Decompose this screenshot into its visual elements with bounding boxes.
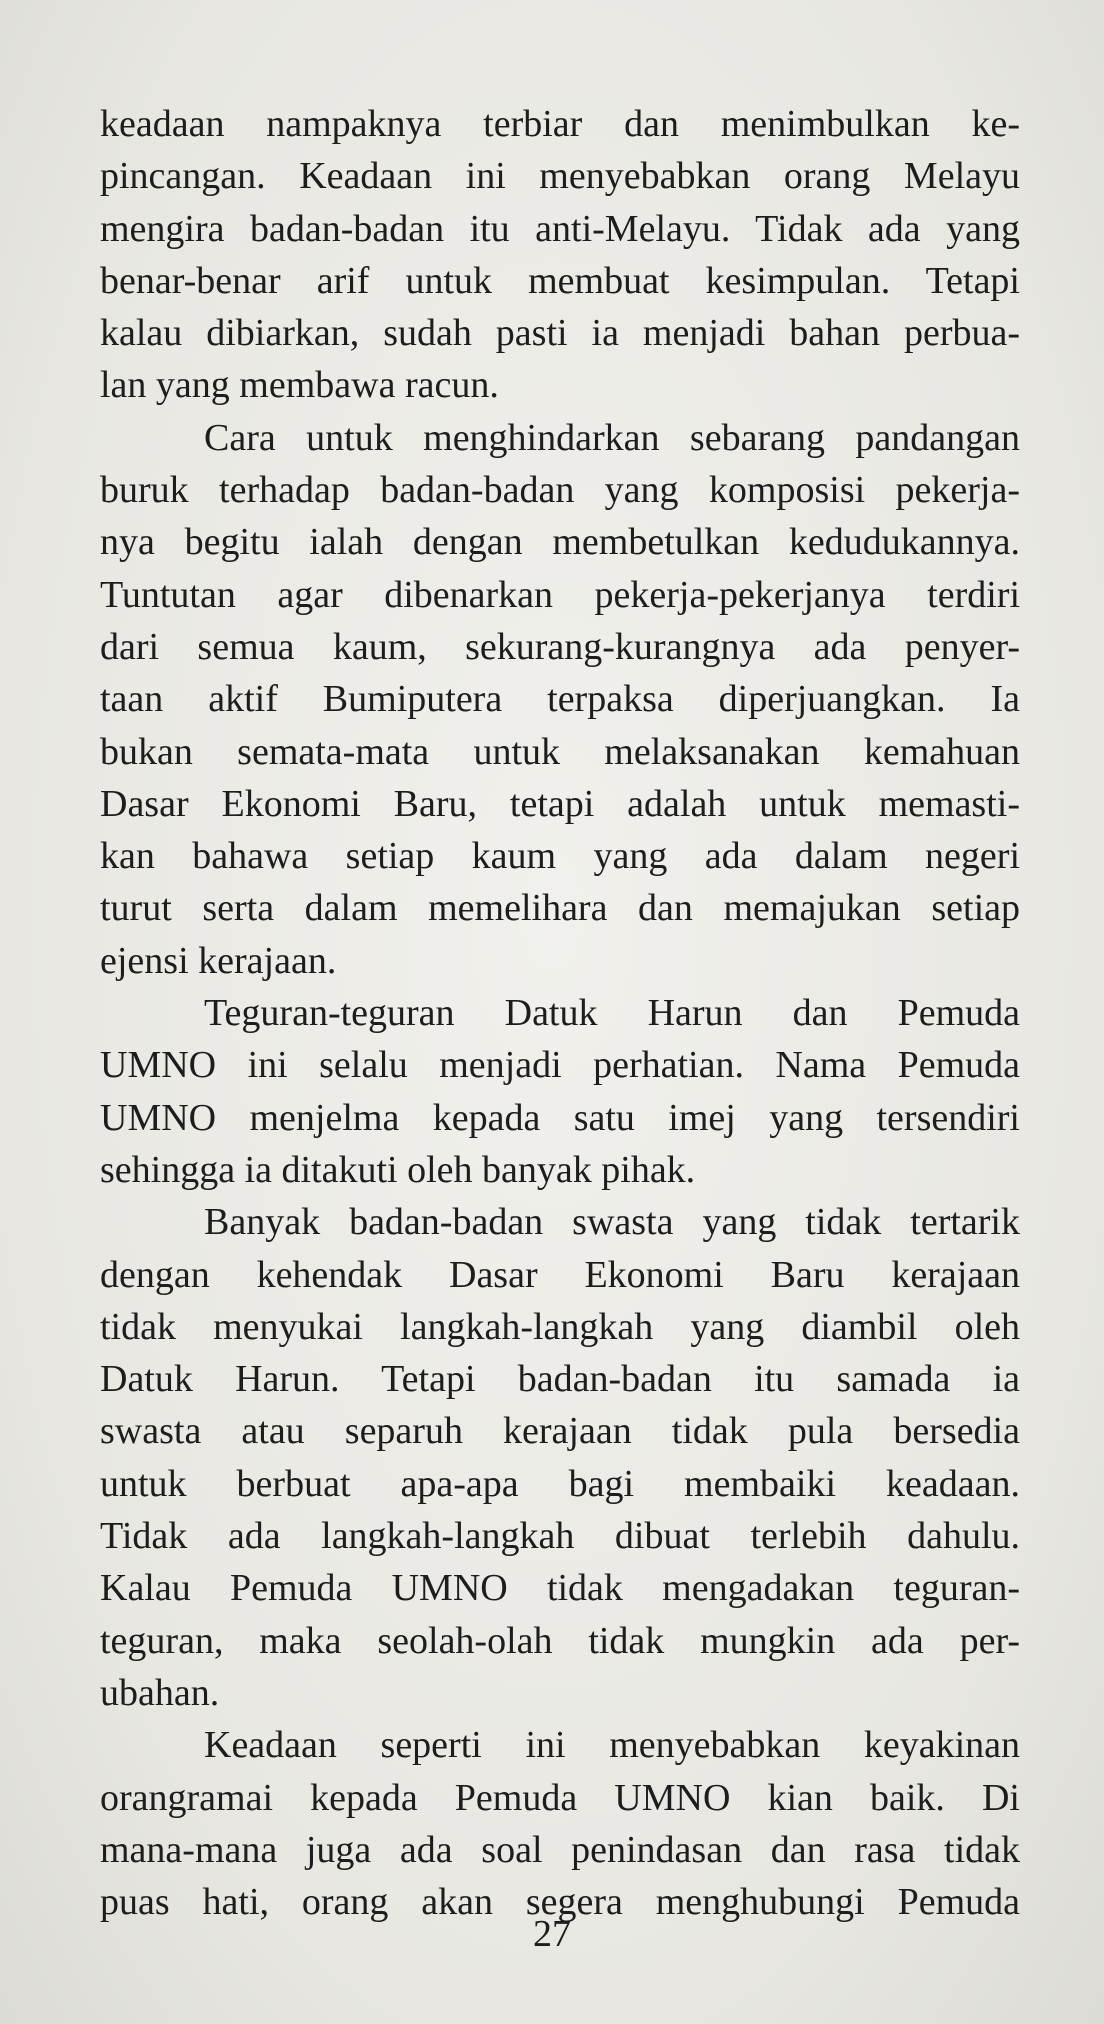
paragraph-start-line: Keadaan seperti ini menyebabkan keyakinan <box>204 1724 1020 1767</box>
text-line: lan yang membawa racun. <box>100 364 499 407</box>
text-line: benar-benar arif untuk membuat kesimpulan. Tetapi <box>100 259 1020 302</box>
text-line: UMNO menjelma kepada satu imej yang tersendiri <box>100 1096 1020 1139</box>
text-line: nya begitu ialah dengan membetulkan kedudukannya. <box>100 521 1020 564</box>
text-line: buruk terhadap badan-badan yang komposisi pekerja- <box>100 469 1020 512</box>
text-line: puas hati, orang akan segera menghubungi Pemuda <box>100 1881 1020 1924</box>
text-line: dengan kehendak Dasar Ekonomi Baru kerajaan <box>100 1253 1020 1296</box>
text-line: kan bahawa setiap kaum yang ada dalam negeri <box>100 835 1020 878</box>
text-line: dari semua kaum, sekurang-kurangnya ada penyer- <box>100 625 1020 668</box>
text-line: turut serta dalam memelihara dan memajukan setiap <box>100 887 1020 930</box>
text-line: sehingga ia ditakuti oleh banyak pihak. <box>100 1148 696 1191</box>
text-line: Datuk Harun. Tetapi badan-badan itu samada ia <box>100 1358 1020 1401</box>
text-line: swasta atau separuh kerajaan tidak pula bersedia <box>100 1410 1020 1453</box>
text-line: ubahan. <box>100 1671 220 1714</box>
paragraph-start-line: Banyak badan-badan swasta yang tidak tertarik <box>204 1201 1020 1244</box>
paragraph-start-line: Teguran-teguran Datuk Harun dan Pemuda <box>204 992 1020 1035</box>
text-line: tidak menyukai langkah-langkah yang diambil oleh <box>100 1305 1020 1348</box>
text-line: mengira badan-badan itu anti-Melayu. Tidak ada yang <box>100 207 1020 250</box>
text-line: Tuntutan agar dibenarkan pekerja-pekerjanya terdiri <box>100 573 1020 616</box>
text-line: Dasar Ekonomi Baru, tetapi adalah untuk memasti- <box>100 782 1020 825</box>
page-number: 27 <box>533 1913 571 1955</box>
body-text <box>100 98 1020 1928</box>
text-line: ejensi kerajaan. <box>100 939 337 982</box>
text-line: keadaan nampaknya terbiar dan menimbulkan ke- <box>100 103 1020 145</box>
paragraph-start-line: Cara untuk menghindarkan sebarang pandangan <box>204 416 1020 459</box>
text-line: taan aktif Bumiputera terpaksa diperjuangkan. Ia <box>100 678 1020 721</box>
text-line: Kalau Pemuda UMNO tidak mengadakan teguran- <box>100 1567 1020 1610</box>
text-line: orangramai kepada Pemuda UMNO kian baik. Di <box>100 1776 1020 1819</box>
text-line: teguran, maka seolah-olah tidak mungkin ada per- <box>100 1619 1020 1662</box>
text-line: kalau dibiarkan, sudah pasti ia menjadi bahan perbua- <box>100 312 1020 355</box>
text-line: bukan semata-mata untuk melaksanakan kemahuan <box>100 730 1020 773</box>
text-line: untuk berbuat apa-apa bagi membaiki keadaan. <box>100 1462 1020 1505</box>
text-line: Tidak ada langkah-langkah dibuat terlebih dahulu. <box>100 1515 1020 1558</box>
text-line: mana-mana juga ada soal penindasan dan rasa tidak <box>100 1828 1020 1871</box>
text-line: pincangan. Keadaan ini menyebabkan orang Melayu <box>100 155 1020 198</box>
text-line: UMNO ini selalu menjadi perhatian. Nama Pemuda <box>100 1044 1020 1087</box>
